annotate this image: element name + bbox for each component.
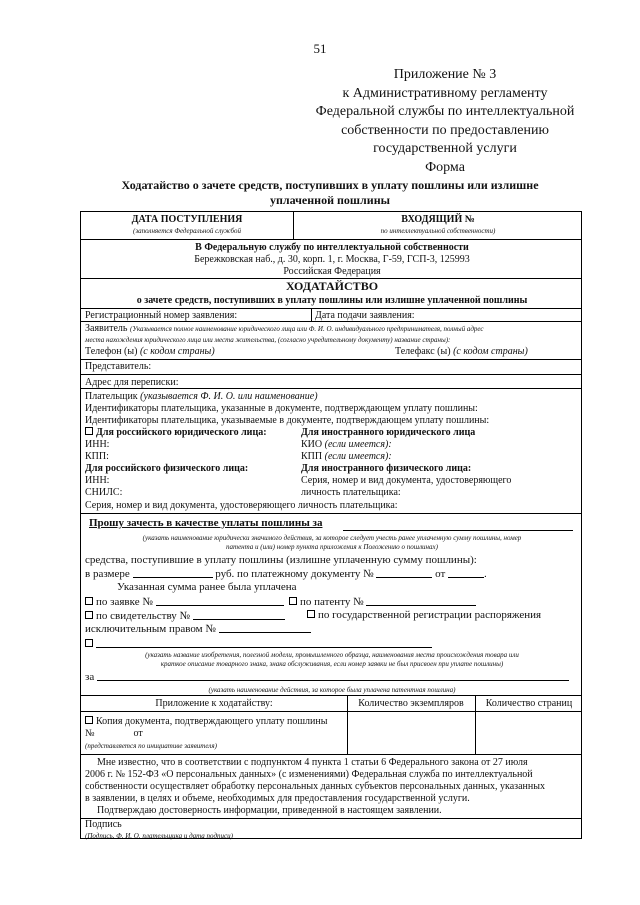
kpp-foreign-label: КПП	[301, 451, 323, 462]
request-heading-text: Прошу зачесть в качестве уплаты пошлины за	[89, 517, 323, 529]
foreign-doc-field-cont: личность плательщика:	[301, 487, 401, 498]
divider	[81, 388, 581, 389]
by-patent-option[interactable]	[289, 596, 476, 609]
petition-subtitle: о зачете средств, поступивших в уплату пошлины или излишне уплаченной пошлины	[136, 295, 528, 306]
other-description-input[interactable]	[96, 638, 432, 648]
payer-note: (указывается Ф. И. О. или наименование)	[140, 391, 318, 402]
divider	[81, 359, 581, 360]
phone-field[interactable]	[85, 346, 215, 358]
appendix-line: Приложение № 3	[393, 67, 497, 82]
applicant-field[interactable]	[85, 323, 484, 336]
attachment-number-label: №	[85, 728, 95, 739]
inn-person-field[interactable]: ИНН:	[85, 475, 110, 486]
filing-date-field[interactable]: Дата подачи заявления:	[315, 310, 415, 321]
ru-legal-entity-option[interactable]	[85, 427, 267, 439]
divider	[81, 321, 581, 322]
checkbox[interactable]	[85, 639, 93, 647]
attachment-payment-copy-label: Копия документа, подтверждающего уплату пошлины	[96, 716, 328, 727]
divider	[81, 374, 581, 375]
ru-person-label: Для российского физического лица:	[85, 463, 249, 474]
pages-header: Количество страниц	[485, 698, 573, 709]
amount-prefix: в размере	[85, 568, 130, 580]
addressee-country: Российская Федерация	[283, 266, 381, 277]
checkbox[interactable]	[85, 597, 93, 605]
patent-number-input[interactable]	[366, 596, 476, 606]
attachment-date-label: от	[133, 728, 143, 739]
appendix-line: государственной услуги	[373, 141, 517, 156]
for-action-line	[85, 671, 569, 684]
for-action-input[interactable]	[97, 671, 569, 681]
checkbox[interactable]	[85, 716, 93, 724]
state-registration-label: по государственной регистрации распоряжения	[318, 609, 542, 621]
fax-note: (с кодом страны)	[453, 346, 528, 357]
attachment-payment-copy-option[interactable]	[85, 716, 327, 728]
document-title-line: уплаченной пошлины	[270, 193, 390, 207]
snils-field[interactable]: СНИЛС:	[85, 487, 123, 498]
foreign-legal-entity-label: Для иностранного юридического лица	[301, 427, 476, 438]
request-note: краткое описание товарного знака, знака обслуживания, если номер заявки не был присвоен при уплате пошлины)	[160, 660, 504, 668]
amount-line: в размере руб. по платежному документу № от .	[85, 568, 487, 580]
checkbox[interactable]	[85, 427, 93, 435]
payer-field[interactable]	[85, 391, 318, 403]
appendix-line: Форма	[425, 159, 465, 175]
consent-text: Мне известно, что в соответствии с подпунктом 4 пункта 1 статьи 6 Федерального закона от 27 июля	[97, 757, 528, 768]
divider	[81, 239, 581, 240]
paid-for-label: Указанная сумма ранее была уплачена	[117, 581, 297, 593]
fax-field[interactable]	[395, 346, 528, 358]
kpp-field[interactable]: КПП:	[85, 451, 109, 462]
consent-text: 2006 г. № 152-ФЗ «О персональных данных» (с изменениями) Федеральная служба по интеллектуальной	[85, 769, 533, 780]
request-note: (указать наименование юридически значимого действия, за которое следует учесть ранее уплаченную сумму пошлины, номер	[142, 534, 522, 542]
page-number: 51	[313, 41, 327, 56]
divider	[81, 818, 581, 819]
fax-label: Телефакс (ы)	[395, 346, 451, 357]
payer-ids-in-document: Идентификаторы плательщика, указанные в документе, подтверждающем уплату пошлины:	[85, 403, 478, 414]
state-registration-option[interactable]	[307, 610, 541, 622]
request-note: патента и (или) номер пункта приложения к Положению о пошлинах)	[226, 543, 438, 551]
registration-number-field[interactable]: Регистрационный номер заявления:	[85, 310, 238, 321]
checkbox[interactable]	[289, 597, 297, 605]
request-heading	[89, 518, 322, 530]
by-application-option[interactable]	[85, 596, 284, 609]
applicant-label: Заявитель	[85, 323, 128, 334]
appendix-block	[300, 66, 590, 177]
kio-label: КИО	[301, 439, 323, 450]
payer-ids-to-give: Идентификаторы плательщика, указываемые в документе, подтверждающем уплату пошлины:	[85, 415, 490, 426]
representative-field[interactable]: Представитель:	[85, 361, 152, 372]
attachment-note: (представляется по инициативе заявителя)	[85, 742, 217, 750]
by-patent-label: по патенту №	[300, 596, 364, 608]
receipt-date-label: ДАТА ПОСТУПЛЕНИЯ	[131, 214, 243, 225]
attachment-number-line	[85, 728, 143, 740]
by-certificate-option[interactable]	[85, 610, 285, 623]
document-title	[95, 178, 565, 208]
receipt-date-note: (заполняется Федеральной службой	[133, 227, 241, 235]
consent-text: собственности осуществляет обработку персональных данных субъектов персональных данных, указанных	[85, 781, 545, 792]
checkbox[interactable]	[307, 610, 315, 618]
kpp-foreign-field[interactable]	[301, 451, 392, 463]
kpp-foreign-note: (если имеется):	[324, 451, 392, 462]
payment-doc-label: руб. по платежному документу №	[215, 568, 374, 580]
accuracy-confirmation: Подтверждаю достоверность информации, приведенной в настоящем заявлении.	[97, 805, 442, 816]
appendix-line: собственности по предоставлению	[341, 122, 549, 138]
correspondence-address-field[interactable]: Адрес для переписки:	[85, 377, 179, 388]
divider	[311, 308, 312, 321]
payment-doc-number-input[interactable]	[376, 568, 432, 578]
consent-text: в заявлении, в целях и объеме, необходимых для предоставления государственной услуги.	[85, 793, 470, 804]
kio-field[interactable]	[301, 439, 392, 451]
divider	[81, 695, 581, 696]
phone-label: Телефон (ы)	[85, 346, 138, 357]
by-application-label: по заявке №	[96, 596, 153, 608]
copies-header: Количество экземпляров	[358, 698, 464, 709]
phone-note: (с кодом страны)	[139, 346, 215, 357]
addressee-address: Бережковская наб., д. 30, корп. 1, г. Москва, Г-59, ГСП-3, 125993	[194, 254, 470, 265]
attachments-header: Приложение к ходатайству:	[155, 698, 273, 709]
inn-field[interactable]: ИНН:	[85, 439, 110, 450]
amount-input[interactable]	[133, 568, 213, 578]
application-number-input[interactable]	[156, 596, 284, 606]
kio-note: (если имеется):	[324, 439, 392, 450]
signature-note: (Подпись, Ф. И. О. плательщика и дата подписи)	[85, 832, 233, 840]
payment-doc-from-label: от	[435, 568, 446, 580]
ru-legal-entity-label: Для российского юридического лица:	[96, 427, 267, 438]
request-note: (указать наименование действия, за которое была уплачена патентная пошлина)	[208, 686, 456, 694]
request-action-input[interactable]	[343, 521, 573, 531]
incoming-number-label: ВХОДЯЩИЙ №	[401, 214, 475, 225]
applicant-note: места нахождения юридического лица или места жительства, (согласно учредительному документу) название страны):	[85, 336, 451, 344]
payer-label: Плательщик	[85, 391, 138, 402]
exclusive-right-number-input[interactable]	[219, 623, 311, 633]
foreign-doc-field[interactable]: Серия, номер и вид документа, удостоверяющего	[301, 475, 512, 486]
by-certificate-label: по свидетельству №	[96, 610, 191, 622]
petition-title: ХОДАТАЙСТВО	[285, 279, 379, 293]
certificate-number-input[interactable]	[193, 610, 285, 620]
other-option[interactable]	[85, 638, 432, 651]
request-note: (указать название изобретения, полезной модели, промышленного образца, наименования места происхождения товара или	[145, 651, 519, 659]
checkbox[interactable]	[85, 611, 93, 619]
exclusive-right-label: исключительным правом №	[85, 623, 216, 635]
divider	[81, 513, 581, 514]
appendix-line: Федеральной службы по интеллектуальной	[315, 104, 575, 119]
ru-doc-field[interactable]: Серия, номер и вид документа, удостоверяющего личность плательщика:	[85, 500, 398, 511]
incoming-number-note: по интеллектуальной собственности)	[380, 227, 496, 235]
divider	[81, 754, 581, 755]
document-title-line: Ходатайство о зачете средств, поступивших в уплату пошлины или излишне	[121, 178, 539, 192]
request-funds-line: средства, поступившие в уплату пошлины (излишне уплаченную сумму пошлины):	[85, 554, 477, 566]
payment-doc-date-input[interactable]	[448, 568, 484, 578]
for-action-label: за	[85, 671, 95, 683]
divider	[81, 711, 581, 712]
applicant-note: (Указывается полное наименование юридического лица или Ф. И. О. индивидуального предпринимателя, полный адрес	[129, 325, 484, 333]
divider	[81, 308, 581, 309]
signature-field[interactable]: Подпись	[85, 819, 122, 830]
petition-form	[80, 211, 582, 839]
appendix-line: к Административному регламенту	[342, 85, 548, 101]
addressee-title: В Федеральную службу по интеллектуальной собственности	[195, 242, 469, 253]
exclusive-right-line	[85, 623, 311, 636]
foreign-person-label: Для иностранного физического лица:	[301, 463, 472, 474]
